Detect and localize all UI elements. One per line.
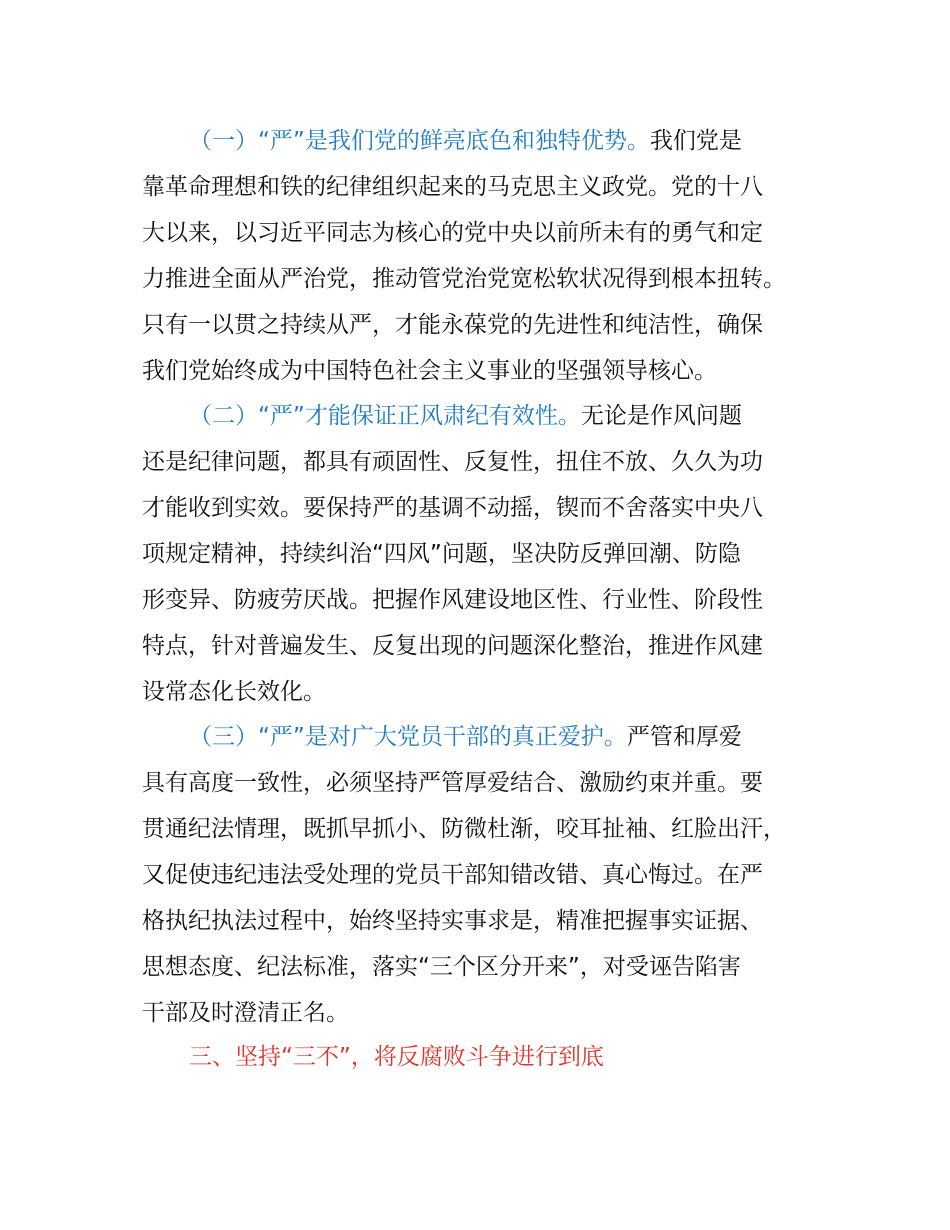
section-heading-block — [142, 1034, 842, 1080]
paragraph-line: 大以来，以习近平同志为核心的党中央以前所未有的勇气和定 — [142, 220, 763, 246]
paragraph-heading: （二）“严”才能保证正风肃纪有效性。 — [189, 403, 581, 429]
paragraph-text: 无论是作风问题 — [580, 403, 742, 429]
paragraph-line: 特点，针对普遍发生、反复出现的问题深化整治，推进作风建 — [142, 633, 763, 659]
paragraph-1 — [142, 118, 842, 394]
paragraph-line: 只有一以贯之持续从严，才能永葆党的先进性和纯洁性，确保 — [142, 312, 763, 338]
paragraph-text: 严管和厚爱 — [626, 724, 742, 750]
paragraph-line: 形变异、防疲劳厌战。把握作风建设地区性、行业性、阶段性 — [142, 587, 763, 613]
paragraph-line: 还是纪律问题，都具有顽固性、反复性，扭住不放、久久为功 — [142, 449, 763, 475]
paragraph-line: 思想态度、纪法标准，落实“三个区分开来”，对受诬告陷害 — [142, 954, 741, 980]
paragraph-line: 又促使违纪违法受处理的党员干部知错改错、真心悔过。在严 — [142, 862, 763, 888]
paragraph-2 — [142, 393, 842, 715]
paragraph-line: 靠革命理想和铁的纪律组织起来的马克思主义政党。党的十八 — [142, 174, 763, 200]
paragraph-line — [142, 118, 842, 164]
paragraph-line — [142, 393, 842, 439]
paragraph-heading: （三）“严”是对广大党员干部的真正爱护。 — [189, 724, 627, 750]
paragraph-line: 才能收到实效。要保持严的基调不动摇，锲而不舍落实中央八 — [142, 495, 763, 521]
paragraph-line: 设常态化长效化。 — [142, 679, 326, 705]
paragraph-line: 我们党始终成为中国特色社会主义事业的坚强领导核心。 — [142, 358, 717, 384]
section-heading: 三、坚持“三不”，将反腐败斗争进行到底 — [189, 1044, 604, 1070]
paragraph-line: 力推进全面从严治党，推动管党治党宽松软状况得到根本扭转。 — [142, 266, 786, 292]
paragraph-line: 干部及时澄清正名。 — [142, 1000, 349, 1026]
paragraph-line: 具有高度一致性，必须坚持严管厚爱结合、激励约束并重。要 — [142, 770, 763, 796]
paragraph-heading: （一）“严”是我们党的鲜亮底色和独特优势。 — [189, 128, 650, 154]
paragraph-3 — [142, 714, 842, 1036]
paragraph-text: 我们党是 — [649, 128, 742, 154]
paragraph-line — [142, 714, 842, 760]
paragraph-line: 项规定精神，持续纠治“四风”问题，坚决防反弹回潮、防隐 — [142, 541, 741, 567]
paragraph-line: 贯通纪法情理，既抓早抓小、防微杜渐，咬耳扯袖、红脸出汗， — [142, 816, 786, 842]
paragraph-line: 格执纪执法过程中，始终坚持实事求是，精准把握事实证据、 — [142, 908, 763, 934]
